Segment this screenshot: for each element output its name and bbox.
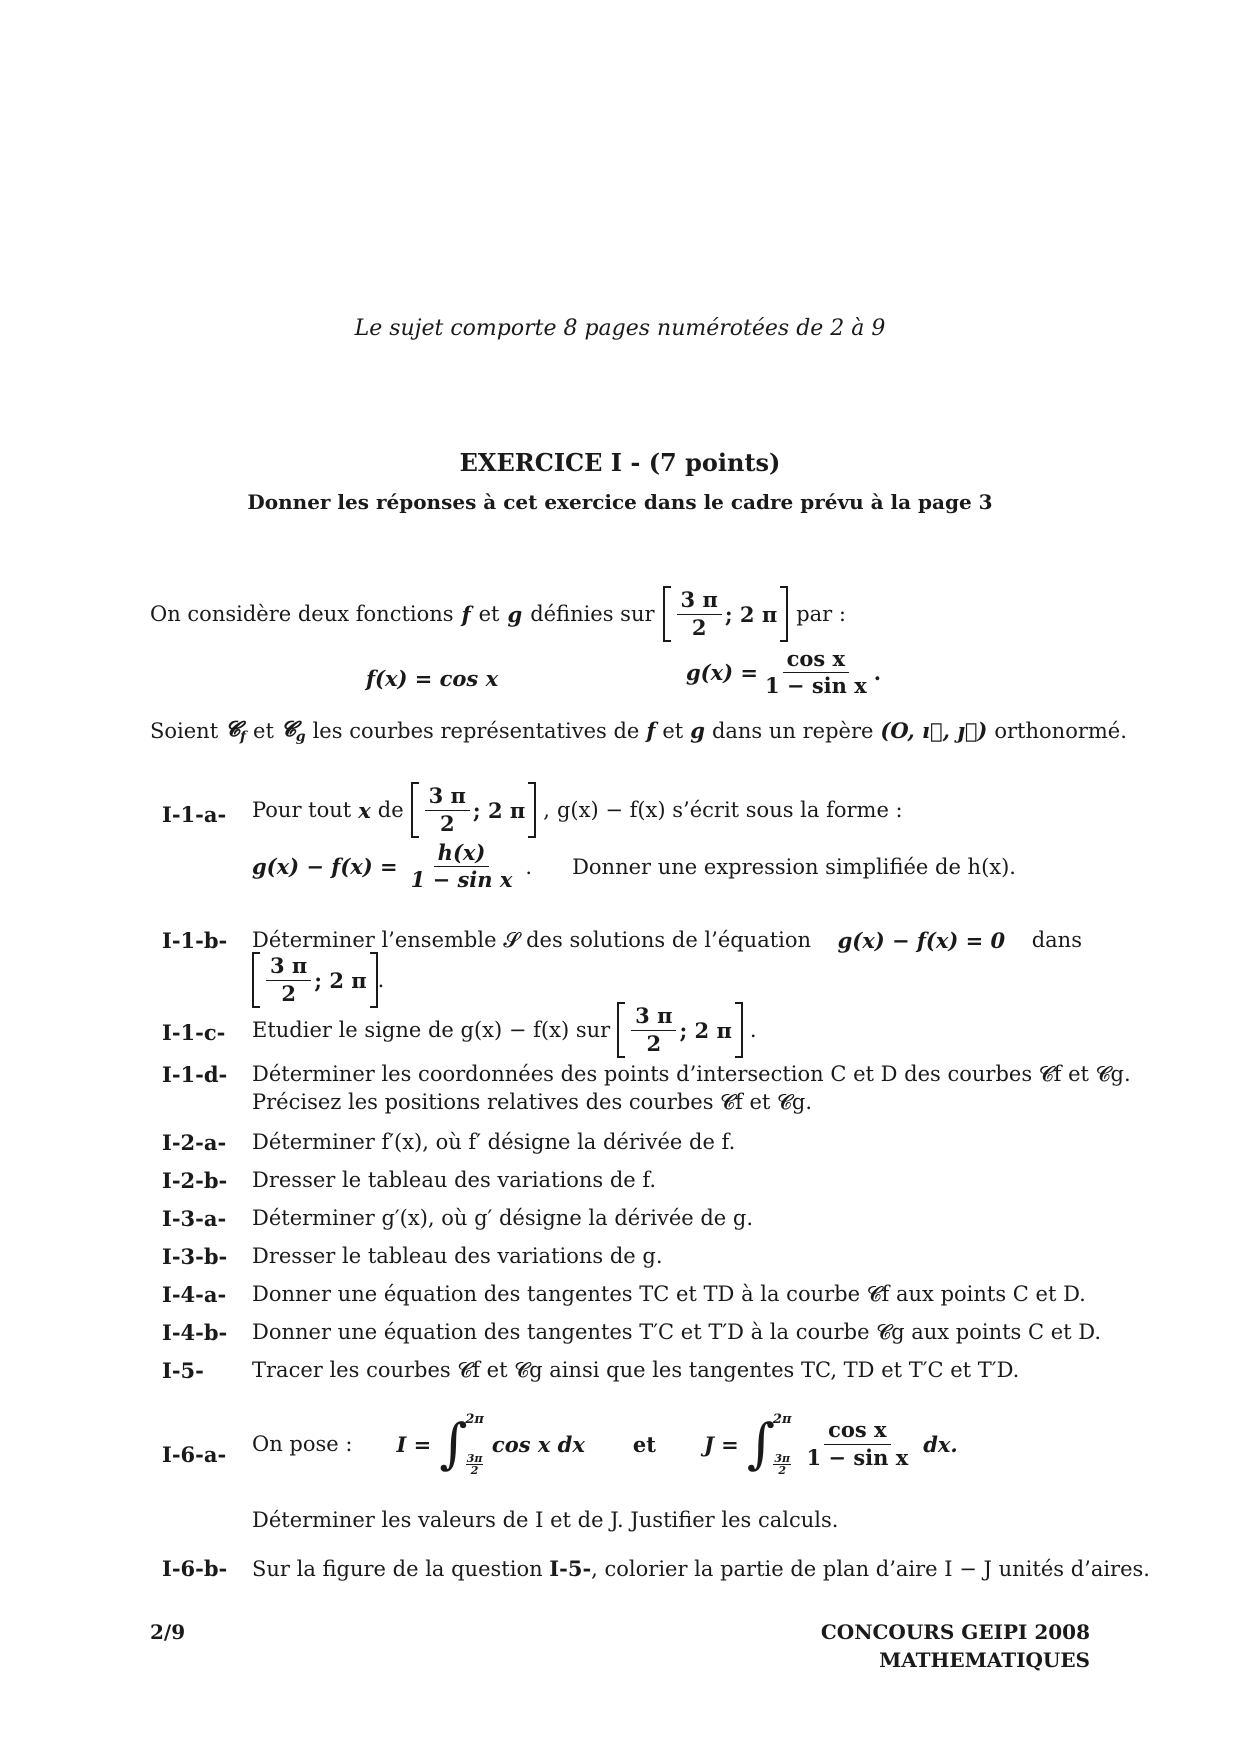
intro-definies: définies sur xyxy=(530,602,655,626)
q1c-text: Etudier le signe de g(x) − f(x) sur xyxy=(252,1018,611,1042)
g-symbol: g xyxy=(507,601,523,627)
question-1b xyxy=(252,928,1082,953)
question-1b-interval: $\frac{3 \pi}{2}$ ; 2 π . xyxy=(252,952,384,1008)
q1b-text: Déterminer l’ensemble 𝓢 des solutions de l’équation xyxy=(252,928,812,952)
question-6b xyxy=(252,1556,1150,1581)
integral-I-lower-num: 3π xyxy=(466,1452,483,1465)
curves-line: Soient 𝓒$_f$ et 𝓒$_g$ les courbes représentatives de f et g dans un repère (O, ı⃗, ȷ⃗) orthonormé. xyxy=(150,716,1127,745)
question-4b: Donner une équation des tangentes T′C et T′D à la courbe 𝓒g aux points C et D. xyxy=(252,1320,1102,1344)
q1b-dans: dans xyxy=(1031,928,1082,952)
repere-text: dans un repère xyxy=(711,718,874,743)
q6a-et: et xyxy=(632,1431,656,1457)
question-1a-equation: g(x) − f(x) = $\frac{h(x)}{\text{1 − sin x}}$ . Donner une expression simplifiée de h(x). xyxy=(252,840,1016,893)
q6b-text-before: Sur la figure de la question xyxy=(252,1557,543,1581)
question-label-2a: I-2-a- xyxy=(162,1130,227,1155)
q1a-eq-num: h(x) xyxy=(434,842,490,867)
question-label-6a: I-6-a- xyxy=(162,1442,227,1467)
q1a-eq-den: 1 − sin x xyxy=(410,867,513,893)
f-symbol: f xyxy=(461,601,471,627)
q1b-interval-den: 2 xyxy=(281,980,296,1006)
q1b-interval-right: ; 2 π xyxy=(314,967,367,993)
interval-right: ; 2 π xyxy=(724,601,778,627)
integral-J-lhs: J = xyxy=(703,1431,739,1457)
courbes-text: les courbes représentatives de xyxy=(312,718,640,743)
question-label-3b: I-3-b- xyxy=(162,1244,228,1269)
integral-J-lower-den: 2 xyxy=(778,1464,787,1477)
q1c-interval-num: 3 π xyxy=(631,1005,676,1030)
integral-J-lower-num: 3π xyxy=(774,1452,791,1465)
intro-text: On considère deux fonctions xyxy=(150,602,454,626)
question-label-1d: I-1-d- xyxy=(162,1062,228,1087)
soient-et: et xyxy=(253,718,274,743)
footer-contest: CONCOURS GEIPI 2008 xyxy=(820,1620,1090,1644)
question-label-4b: I-4-b- xyxy=(162,1320,228,1345)
interval-bracket xyxy=(663,586,789,642)
integral-I-lhs: I = xyxy=(396,1431,432,1457)
q1a-eq-lhs: g(x) − f(x) = xyxy=(252,854,398,880)
q1b-eq: g(x) − f(x) = 0 xyxy=(837,928,1006,953)
integral-I: ∫ 2π $\frac{3\pi}{2}$ xyxy=(439,1412,484,1477)
question-2b: Dresser le tableau des variations de f. xyxy=(252,1168,657,1192)
q1a-eq-tail: Donner une expression simplifiée de h(x). xyxy=(572,854,1016,879)
q1a-de: de xyxy=(377,798,404,822)
integral-J: ∫ 2π $\frac{3\pi}{2}$ xyxy=(746,1412,792,1477)
question-4a: Donner une équation des tangentes TC et TD à la courbe 𝓒f aux points C et D. xyxy=(252,1282,1086,1306)
question-6a-line2: Déterminer les valeurs de I et de J. Justifier les calculs. xyxy=(252,1508,839,1532)
interval-num: 3 π xyxy=(677,589,722,614)
question-1c: Etudier le signe de g(x) − f(x) sur $\frac{3 \pi}{2}$ ; 2 π . xyxy=(252,1002,757,1058)
exercise-instruction: Donner les réponses à cet exercice dans le cadre prévu à la page 3 xyxy=(247,490,993,514)
integral-I-lower-den: 2 xyxy=(470,1464,479,1477)
q1a-interval-den: 2 xyxy=(439,810,455,836)
intro-line xyxy=(150,586,846,642)
question-label-6b: I-6-b- xyxy=(162,1556,228,1581)
exercise-title: EXERCICE I - (7 points) xyxy=(459,448,781,477)
intro-par: par : xyxy=(796,602,846,626)
q6b-text-after: , colorier la partie de plan d’aire I − J unités d’aires. xyxy=(591,1557,1150,1581)
question-3b: Dresser le tableau des variations de g. xyxy=(252,1244,663,1268)
integral-J-num: cos x xyxy=(824,1419,890,1444)
integral-I-integrand: cos x dx xyxy=(491,1431,585,1457)
q6b-ref: I-5- xyxy=(549,1556,592,1581)
q1a-interval-num: 3 π xyxy=(425,785,470,810)
g-den: 1 − sin x xyxy=(764,673,867,699)
q1a-interval-right: ; 2 π xyxy=(472,797,526,823)
q1b-interval-num: 3 π xyxy=(266,955,311,980)
interval-den: 2 xyxy=(691,614,707,640)
question-label-5: I-5- xyxy=(162,1358,204,1383)
question-1a: Pour tout x de $\frac{3 \pi}{2}$ ; 2 π , g(x) − f(x) s’écrit sous la forme : xyxy=(252,782,903,838)
g-lhs: g(x) = xyxy=(686,660,758,686)
question-label-4a: I-4-a- xyxy=(162,1282,227,1307)
q1c-interval-den: 2 xyxy=(646,1030,662,1056)
page-number: 2/9 xyxy=(150,1620,186,1644)
question-6a xyxy=(252,1412,958,1476)
soient-text: Soient xyxy=(150,718,219,743)
q1a-text: Pour tout xyxy=(252,798,352,822)
integral-J-upper: 2π xyxy=(772,1412,792,1427)
footer-subject: MATHEMATIQUES xyxy=(879,1648,1090,1672)
integral-I-upper: 2π xyxy=(465,1412,484,1427)
question-label-1c: I-1-c- xyxy=(162,1020,226,1045)
q1c-interval-right: ; 2 π xyxy=(679,1017,732,1043)
question-label-1b: I-1-b- xyxy=(162,928,228,953)
orthonorme-text: orthonormé. xyxy=(994,718,1127,743)
g-num: cos x xyxy=(783,648,849,673)
question-1d: Déterminer les coordonnées des points d’intersection C et D des courbes 𝓒f et 𝓒g. xyxy=(252,1062,1131,1086)
question-label-3a: I-3-a- xyxy=(162,1206,227,1231)
question-5: Tracer les courbes 𝓒f et 𝓒g ainsi que les tangentes TC, TD et T′C et T′D. xyxy=(252,1358,1020,1382)
integral-J-tail: dx. xyxy=(923,1431,958,1457)
g-definition: g(x) = $\frac{\text{cos x}}{\text{1 − sin x}}$ . xyxy=(686,646,882,699)
intro-et: et xyxy=(478,602,500,626)
page-count-note: Le sujet comporte 8 pages numérotées de 2 à 9 xyxy=(354,316,886,341)
integral-J-den: 1 − sin x xyxy=(806,1444,909,1470)
question-1d-line2: Précisez les positions relatives des courbes 𝓒f et 𝓒g. xyxy=(252,1090,813,1114)
repere-symbol: (O, ı⃗, ȷ⃗) xyxy=(880,718,988,743)
q6a-on-pose: On pose : xyxy=(252,1432,353,1456)
question-3a: Déterminer g′(x), où g′ désigne la dérivée de g. xyxy=(252,1206,754,1230)
f-definition: f(x) = cos x xyxy=(366,666,499,691)
question-label-2b: I-2-b- xyxy=(162,1168,228,1193)
question-2a: Déterminer f′(x), où f′ désigne la dérivée de f. xyxy=(252,1130,736,1154)
question-label-1a: I-1-a- xyxy=(162,802,227,827)
q1a-after: g(x) − f(x) s’écrit sous la forme : xyxy=(556,798,903,822)
